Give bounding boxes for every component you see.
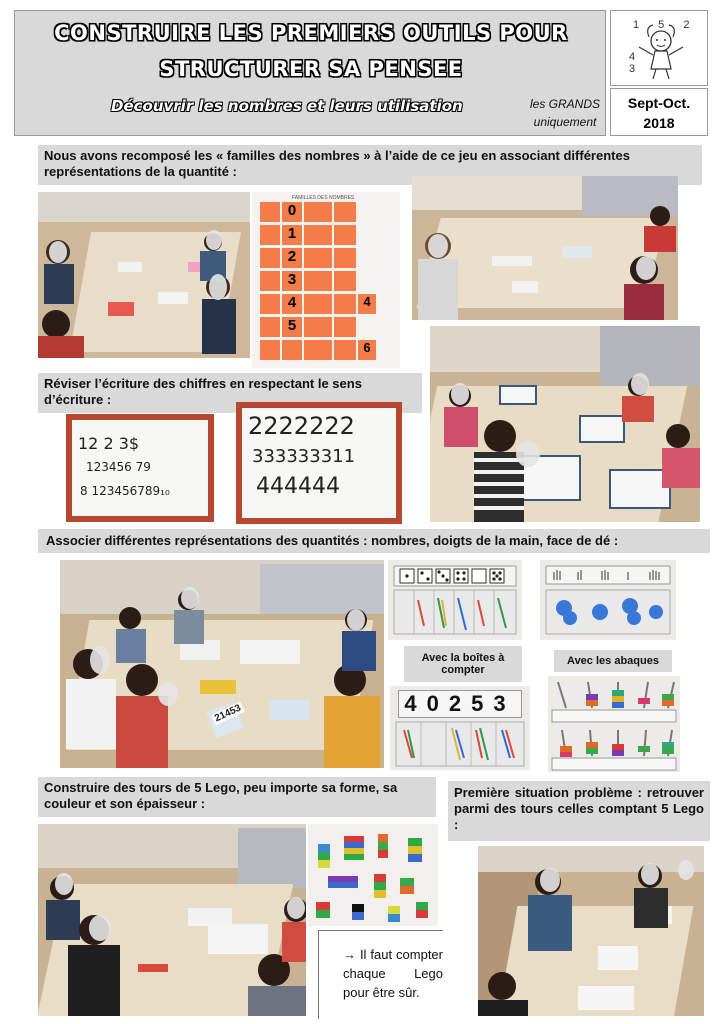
- section-probleme-caption: Première situation problème : retrouver parmi des tours celles comptant 5 Lego :: [448, 781, 710, 841]
- note-lego-count: [318, 930, 443, 1019]
- level-line2: uniquement: [533, 115, 597, 129]
- whiteboard-1-line2: 123456 79: [86, 460, 151, 474]
- board-digit: 1: [282, 225, 302, 245]
- photo-lego-problem: [478, 846, 704, 1016]
- whiteboard-1-line3: 8 123456789₁₀: [80, 484, 170, 498]
- header-banner: [14, 10, 606, 136]
- photo-whiteboard-2: [236, 402, 402, 524]
- board-digit: 6: [358, 340, 376, 360]
- page-subtitle: Découvrir les nombres et leurs utilisation: [111, 97, 463, 115]
- photo-lego-classroom: [38, 824, 306, 1016]
- page-title-line2: STRUCTURER SA PENSEE: [159, 57, 463, 81]
- whiteboard-1-surface: [72, 420, 208, 516]
- whiteboard-2-line2: 333333311: [252, 446, 356, 467]
- date-line1: Sept-Oct.: [627, 95, 691, 111]
- photo-abacus-1: [548, 676, 680, 724]
- photo-whiteboard-1: [66, 414, 214, 522]
- whiteboard-2-line3: 444444: [256, 474, 340, 499]
- board-digit: 0: [282, 202, 302, 222]
- level-line1: les GRANDS: [529, 97, 600, 111]
- caption-abaques: Avec les abaques: [554, 650, 672, 672]
- section-ecriture-caption: Réviser l’écriture des chiffres en respectant le sens d’écriture :: [38, 373, 422, 413]
- whiteboard-2-line1: 2222222: [248, 412, 355, 440]
- section-tours-caption: Construire des tours de 5 Lego, peu importe sa forme, sa couleur et son épaisseur :: [38, 777, 436, 817]
- tray-number-label: 21453: [212, 702, 243, 725]
- photo-classroom-families-1: [38, 192, 250, 358]
- whiteboard-2-surface: [242, 408, 396, 518]
- photo-families-board: [252, 192, 400, 368]
- page-title-line1: CONSTRUIRE LES PREMIERS OUTILS POUR: [54, 21, 568, 45]
- photo-writing-numbers: [430, 326, 700, 522]
- level-label: [523, 95, 607, 131]
- board-digit: 2: [282, 248, 302, 268]
- section-associer-caption: Associer différentes représentations des quantités : nombres, doigts de la main, face de dé :: [38, 529, 710, 553]
- photo-counting-box-number: [390, 686, 530, 770]
- board-digit: 3: [282, 271, 302, 291]
- logo-box: [610, 10, 708, 86]
- date-box: [610, 88, 708, 136]
- board-side-number: 4: [358, 294, 376, 314]
- board-digit: 5: [282, 317, 302, 337]
- photo-counting-box-hands: [540, 560, 676, 640]
- photo-associer-classroom: [60, 560, 384, 768]
- note-lego-text: → Il faut compter chaque Lego pour être sûr.: [343, 947, 443, 1000]
- photo-lego-towers: [308, 824, 438, 926]
- photo-classroom-families-2: [412, 176, 678, 320]
- board-digit: 4: [282, 294, 302, 314]
- whiteboard-1-line1: 12 2 3$: [78, 434, 140, 453]
- photo-counting-box-dice: [388, 560, 522, 640]
- logo-digits-bottom: 4 3: [629, 51, 672, 75]
- section-familles-caption: Nous avons recomposé les « familles des nombres » à l’aide de ce jeu en associant différentes représentations de la quantité :: [38, 145, 702, 185]
- logo-digits-top: 1 5 2: [633, 19, 698, 31]
- board-grid: [260, 202, 394, 360]
- caption-boites: Avec la boîtes à compter: [404, 646, 522, 682]
- photo-abacus-2: [548, 724, 680, 772]
- date-line2: 2018: [643, 115, 675, 131]
- board-header: FAMILLES DES NOMBRES: [292, 195, 355, 201]
- counting-box-digits: 40253: [398, 690, 522, 718]
